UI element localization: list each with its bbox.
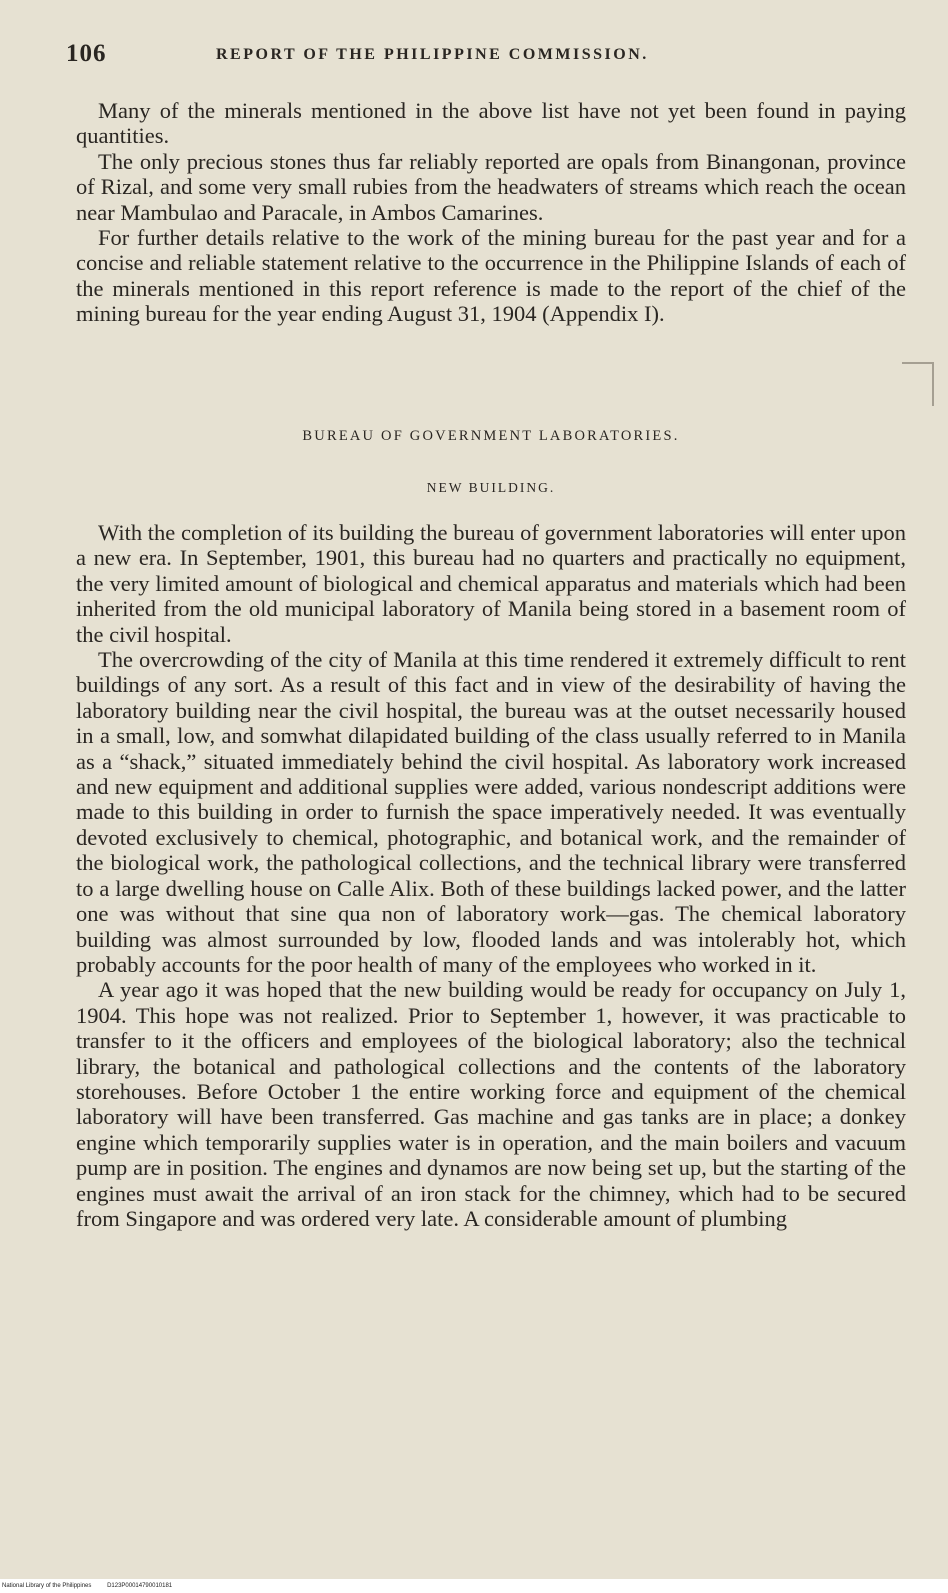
paragraph: For further details relative to the work of the mining bureau for the past year and for a concise and reliable statement relative to the occurrence in the Philippine Islands of each of the minerals mentioned in this report reference is made to the report of the chief of the mining bureau for the year ending August 31, 1904 (Appendix I).: [76, 225, 906, 327]
section-subheading: NEW BUILDING.: [426, 480, 556, 495]
text-block-laboratories: [76, 520, 906, 1231]
margin-bracket-mark: [902, 362, 934, 406]
paragraph: The overcrowding of the city of Manila at this time rendered it extremely difficult to rent buildings of any sort. As a result of this fact and in view of the desirability of having the laboratory building near the civil hospital, the bureau was at the outset necessarily housed in a small, low, and somwhat dilapidated building of the class usually referred to in Manila as a “shack,” situated immediately behind the civil hospital. As laboratory work increased and new equipment and additional supplies were added, various nondescript additions were made to this building in order to furnish the space imperatively needed. It was eventually devoted exclusively to chemical, photographic, and botanical work, and the remainder of the biological work, the pathological collections, and the technical library were transferred to a large dwelling house on Calle Alix. Both of these buildings lacked power, and the latter one was without that sine qua non of laboratory work—gas. The chemical laboratory building was almost surrounded by low, flooded lands and was intolerably hot, which probably accounts for the poor health of many of the employees who worked in it.: [76, 647, 906, 977]
page-number: 106: [66, 40, 107, 67]
footer-identifier: D123P00014790010181: [107, 1583, 173, 1589]
paragraph: With the completion of its building the bureau of government laboratories will enter upon a new era. In September, 1901, this bureau had no quarters and practically no equipment, the very limited amount of biological and chemical apparatus and materials which had been inherited from the old municipal laboratory of Manila being stored in a basement room of the civil hospital.: [76, 520, 906, 647]
page-header: [66, 40, 906, 70]
footer-library: National Library of the Philippines: [2, 1583, 92, 1589]
section-heading: BUREAU OF GOVERNMENT LABORATORIES.: [302, 428, 680, 444]
scan-footer: [0, 1579, 948, 1593]
paragraph: Many of the minerals mentioned in the above list have not yet been found in paying quantities.: [76, 98, 906, 149]
text-block-mining: [76, 98, 906, 327]
paragraph: A year ago it was hoped that the new building would be ready for occupancy on July 1, 1904. This hope was not realized. Prior to September 1, however, it was practicable to transfer to it the officers and employees of the biological laboratory; also the technical library, the botanical and pathological collections and the contents of the laboratory storehouses. Before October 1 the entire working force and equipment of the chemical laboratory will have been transferred. Gas machine and gas tanks are in place; a donkey engine which temporarily supplies water is in operation, and the main boilers and vacuum pump are in position. The engines and dynamos are now being set up, but the starting of the engines must await the arrival of an iron stack for the chimney, which had to be secured from Singapore and was ordered very late. A considerable amount of plumbing: [76, 977, 906, 1231]
running-head: REPORT OF THE PHILIPPINE COMMISSION.: [216, 46, 649, 63]
paragraph: The only precious stones thus far reliably reported are opals from Binangonan, province of Rizal, and some very small rubies from the headwaters of streams which reach the ocean near Mambulao and Paracale, in Ambos Camarines.: [76, 148, 906, 225]
